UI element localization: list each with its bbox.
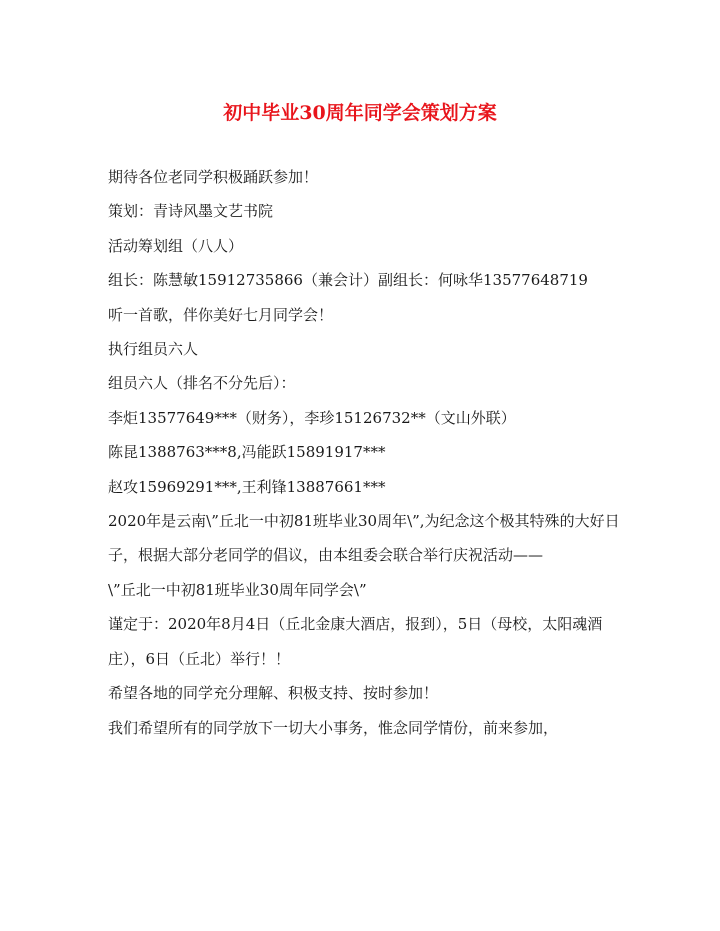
paragraph-members-heading: 组员六人（排名不分先后）：	[108, 374, 296, 393]
paragraph-support-request: 希望各地的同学充分理解、积极支持、按时参加！	[108, 684, 439, 703]
paragraph-closing-request: 我们希望所有的同学放下一切大小事务，惟念同学情份，前来参加，	[108, 718, 559, 737]
paragraph-member-row-1: 李炬13577649***（财务），李珍15126732**（文山外联）	[108, 408, 516, 427]
document-body	[108, 160, 623, 745]
document-title: 初中毕业30周年同学会策划方案	[223, 102, 497, 124]
paragraph-member-row-3: 赵攻15969291***,王利锋13887661***	[108, 477, 386, 496]
paragraph-executive-members: 执行组员六人	[108, 340, 199, 359]
paragraph-anniversary-intro: 2020年是云南\”丘北一中初81班毕业30周年\”,为纪念这个极其特殊的大好日子，根据大部分老同学的倡议，由本组委会联合举行庆祝活动——	[108, 512, 620, 565]
paragraph-member-row-2: 陈昆1388763***8,冯能跃15891917***	[108, 443, 386, 462]
paragraph-song-line: 听一首歌，伴你美好七月同学会！	[108, 305, 334, 324]
paragraph-schedule: 谨定于：2020年8月4日（丘北金康大酒店，报到），5日（母校，太阳魂酒庄），6日（丘北）举行！！	[108, 615, 603, 668]
paragraph-event-name: \”丘北一中初81班毕业30周年同学会\”	[108, 580, 367, 599]
paragraph-planner: 策划：青诗风墨文艺书院	[108, 202, 274, 221]
paragraph-group-leaders: 组长：陈慧敏15912735866（兼会计）副组长：何咏华13577648719	[108, 271, 588, 290]
paragraph-planning-group: 活动筹划组（八人）	[108, 236, 244, 255]
paragraph-invitation: 期待各位老同学积极踊跃参加！	[108, 168, 319, 186]
